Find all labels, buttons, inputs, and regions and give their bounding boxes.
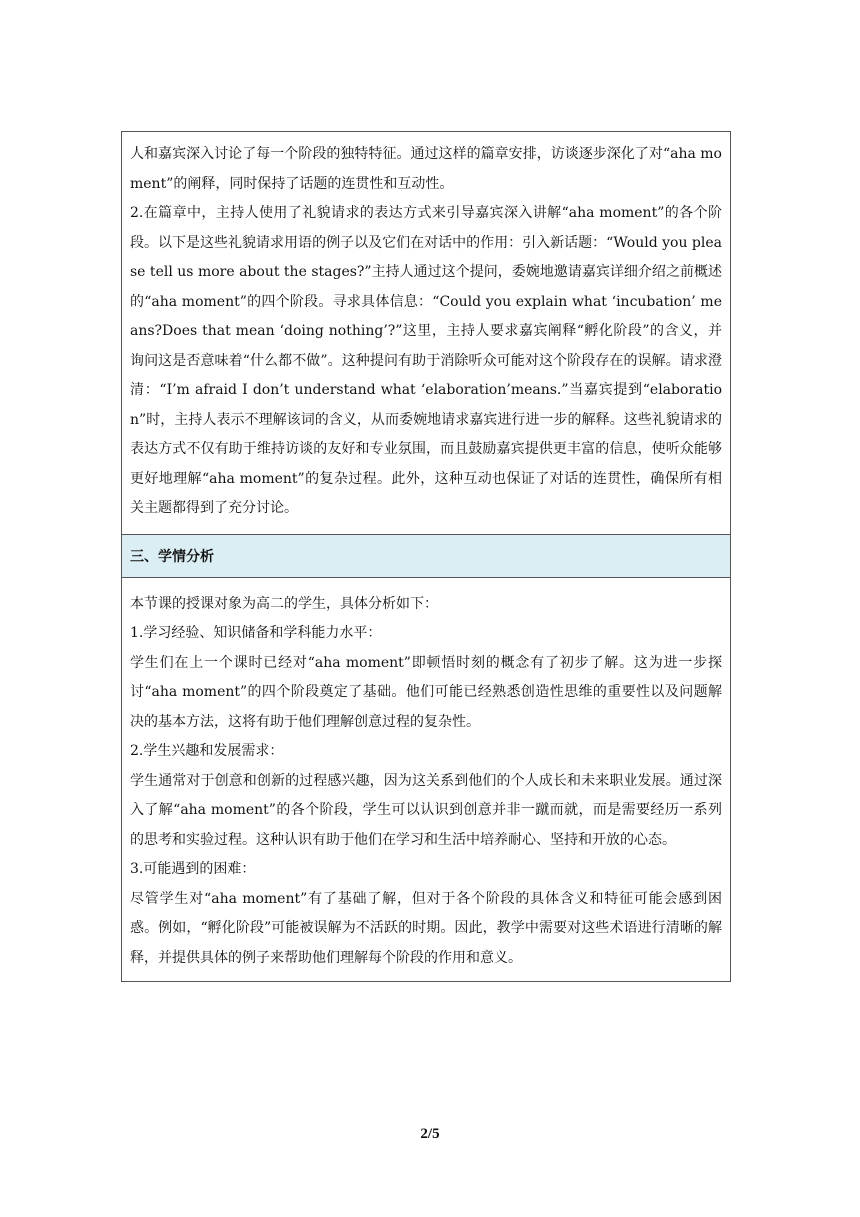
section2-continuation-cell [122,132,730,534]
paragraph-polite-requests: 2.在篇章中，主持人使用了礼貌请求的表达方式来引导嘉宾深入讲解“aha moment”的各个阶段。以下是这些礼貌请求用语的例子以及它们在对话中的作用：引入新话题：“Would you please tell us more about the stages?”主持人通过这个提问，委婉地邀请嘉宾详细介绍之前概述的“aha moment”的四个阶段。寻求具体信息：“Could you explain what ‘incubation’ means?Does that mean ‘doing nothing’?”这里，主持人要求嘉宾阐释“孵化阶段”的含义，并询问这是否意味着“什么都不做”。这种提问有助于消除听众可能对这个阶段存在的误解。请求澄清：“I’m afraid I don’t understand what ‘elaboration’means.”当嘉宾提到“elaboration”时，主持人表示不理解该词的含义，从而委婉地请求嘉宾进行进一步的解释。这些礼貌请求的表达方式不仅有助于维持访谈的友好和专业氛围，而且鼓励嘉宾提供更丰富的信息，使听众能够更好地理解“aha moment”的复杂过程。此外，这种互动也保证了对话的连贯性，确保所有相关主题都得到了充分讨论。 [130,205,722,516]
lesson-plan-table [121,131,731,982]
item3-body: 尽管学生对“aha moment”有了基础了解，但对于各个阶段的具体含义和特征可能会感到困惑。例如，“孵化阶段”可能被误解为不活跃的时期。因此，教学中需要对这些术语进行清晰的解释，并提供具体的例子来帮助他们理解每个阶段的作用和意义。 [130,890,722,966]
item2-body: 学生通常对于创意和创新的过程感兴趣，因为这关系到他们的个人成长和未来职业发展。通过深入了解“aha moment”的各个阶段，学生可以认识到创意并非一蹴而就，而是需要经历一系列的思考和实验过程。这种认识有助于他们在学习和生活中培养耐心、坚持和开放的心态。 [130,772,722,848]
item1-body: 学生们在上一个课时已经对“aha moment”即顿悟时刻的概念有了初步了解。这为进一步探讨“aha moment”的四个阶段奠定了基础。他们可能已经熟悉创造性思维的重要性以及问题解决的基本方法，这将有助于他们理解创意过程的复杂性。 [130,654,722,730]
item1-title: 1.学习经验、知识储备和学科能力水平： [130,625,382,641]
section3-content-cell [122,578,730,982]
section3-header [122,534,730,578]
section3-heading: 三、学情分析 [130,548,214,565]
page-number: 2/5 [420,1126,440,1142]
item3-title: 3.可能遇到的困难： [130,861,256,877]
section3-intro: 本节课的授课对象为高二的学生，具体分析如下： [130,595,438,612]
item2-title: 2.学生兴趣和发展需求： [130,743,284,759]
paragraph-discourse-structure: 人和嘉宾深入讨论了每一个阶段的独特特征。通过这样的篇章安排，访谈逐步深化了对“aha moment”的阐释，同时保持了话题的连贯性和互动性。 [130,146,722,192]
